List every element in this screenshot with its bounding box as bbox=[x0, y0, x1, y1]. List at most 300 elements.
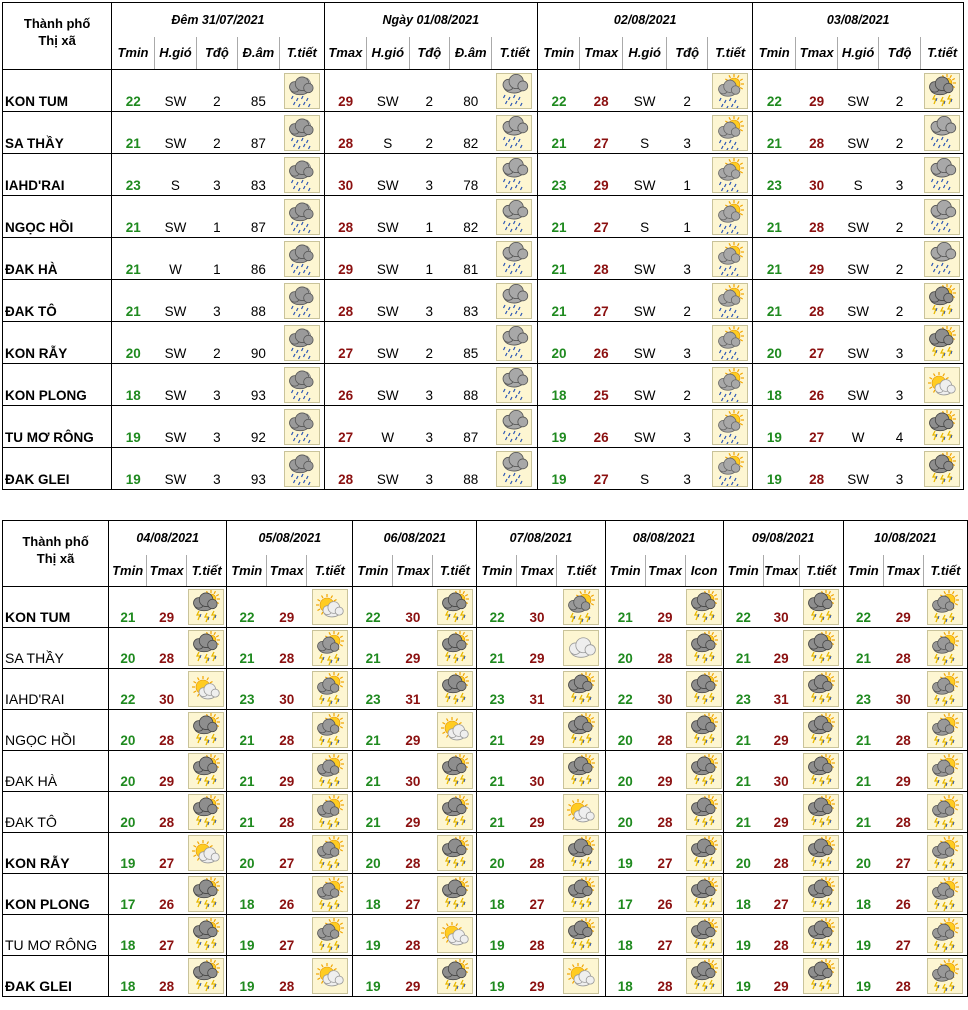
city-name: SA THẦY bbox=[3, 112, 112, 154]
weather-cell bbox=[433, 792, 477, 833]
cell: 30 bbox=[795, 154, 837, 196]
weather-night-cloud-rain-icon bbox=[284, 283, 320, 319]
weather-cell bbox=[557, 751, 605, 792]
cell: 18 bbox=[477, 874, 517, 915]
cell: 29 bbox=[517, 792, 557, 833]
cell: SW bbox=[154, 364, 196, 406]
cell: 28 bbox=[763, 915, 799, 956]
weather-storm-icon bbox=[924, 73, 960, 109]
cell: 31 bbox=[517, 669, 557, 710]
cell: 20 bbox=[537, 322, 579, 364]
weather-cell bbox=[187, 833, 227, 874]
cell: 30 bbox=[267, 669, 307, 710]
cell: S bbox=[622, 448, 667, 490]
cell: 18 bbox=[353, 874, 393, 915]
weather-cell bbox=[557, 833, 605, 874]
column-header: H.gió bbox=[367, 37, 409, 70]
cell: 21 bbox=[477, 751, 517, 792]
column-header: H.gió bbox=[154, 37, 196, 70]
cell: 18 bbox=[723, 874, 763, 915]
cell: 3 bbox=[667, 406, 707, 448]
cell: 2 bbox=[409, 70, 449, 112]
cell: 28 bbox=[267, 710, 307, 751]
weather-cell bbox=[280, 322, 325, 364]
table-row bbox=[3, 448, 964, 490]
cell: 3 bbox=[409, 364, 449, 406]
weather-storm-icon bbox=[188, 794, 224, 830]
cell: 27 bbox=[147, 833, 187, 874]
column-header: Tmin bbox=[843, 555, 883, 587]
weather-sun-cloud-icon bbox=[563, 794, 599, 830]
weather-storm-icon bbox=[686, 835, 722, 871]
weather-cell bbox=[280, 196, 325, 238]
cell: 26 bbox=[883, 874, 923, 915]
table-row bbox=[3, 710, 968, 751]
weather-night-cloud-rain-icon bbox=[284, 409, 320, 445]
weather-sun-cloud-icon bbox=[312, 958, 348, 994]
weather-storm-icon bbox=[437, 753, 473, 789]
column-header: Icon bbox=[685, 555, 723, 587]
cell: 18 bbox=[843, 874, 883, 915]
cell: 25 bbox=[580, 364, 622, 406]
cell: 1 bbox=[409, 196, 449, 238]
cell: 21 bbox=[723, 710, 763, 751]
cell: 21 bbox=[227, 792, 267, 833]
cell: SW bbox=[838, 112, 878, 154]
weather-cell bbox=[187, 669, 227, 710]
cell: 30 bbox=[147, 669, 187, 710]
weather-cloud-icon bbox=[563, 630, 599, 666]
weather-cell bbox=[187, 792, 227, 833]
weather-storm-icon bbox=[686, 794, 722, 830]
column-header: T.tiết bbox=[280, 37, 325, 70]
cell: 26 bbox=[580, 322, 622, 364]
cell: 21 bbox=[753, 196, 795, 238]
weather-cell bbox=[280, 70, 325, 112]
cell: 27 bbox=[580, 196, 622, 238]
cell: 3 bbox=[409, 154, 449, 196]
weather-cell bbox=[492, 322, 538, 364]
day-date: 09/08/2021 bbox=[723, 521, 843, 555]
weather-sun-storm-icon bbox=[312, 794, 348, 830]
weather-cell bbox=[685, 628, 723, 669]
cell: 19 bbox=[227, 956, 267, 997]
weather-storm-icon bbox=[437, 630, 473, 666]
weather-storm-icon bbox=[686, 958, 722, 994]
weather-storm-icon bbox=[686, 671, 722, 707]
cell: 3 bbox=[409, 448, 449, 490]
weather-cell bbox=[307, 628, 353, 669]
weather-cell bbox=[707, 406, 753, 448]
cell: 27 bbox=[580, 448, 622, 490]
cell: 2 bbox=[667, 70, 707, 112]
table-row bbox=[3, 406, 964, 448]
weather-cell bbox=[492, 448, 538, 490]
column-header: T.tiết bbox=[307, 555, 353, 587]
day-date: 04/08/2021 bbox=[109, 521, 227, 555]
weather-night-cloud-rain-icon bbox=[284, 241, 320, 277]
cell: 19 bbox=[227, 915, 267, 956]
column-header: Tmax bbox=[267, 555, 307, 587]
cell: 20 bbox=[477, 833, 517, 874]
cell: 26 bbox=[267, 874, 307, 915]
cell: SW bbox=[367, 238, 409, 280]
cell: 28 bbox=[517, 833, 557, 874]
cell: 2 bbox=[667, 364, 707, 406]
weather-cell bbox=[557, 628, 605, 669]
cell: SW bbox=[838, 238, 878, 280]
weather-cell bbox=[923, 792, 967, 833]
cell: SW bbox=[154, 112, 196, 154]
cell: 23 bbox=[353, 669, 393, 710]
table-row bbox=[3, 956, 968, 997]
weather-storm-icon bbox=[803, 712, 839, 748]
cell: 30 bbox=[393, 587, 433, 628]
cell: 28 bbox=[393, 915, 433, 956]
table-row bbox=[3, 587, 968, 628]
cell: 92 bbox=[237, 406, 279, 448]
cell: 29 bbox=[763, 792, 799, 833]
cell: 2 bbox=[878, 196, 920, 238]
cell: 85 bbox=[237, 70, 279, 112]
table-row bbox=[3, 792, 968, 833]
cell: 21 bbox=[227, 751, 267, 792]
cell: SW bbox=[622, 238, 667, 280]
cell: 27 bbox=[324, 322, 366, 364]
weather-sun-storm-icon bbox=[312, 835, 348, 871]
city-name: KON PLONG bbox=[3, 364, 112, 406]
column-header: H.gió bbox=[622, 37, 667, 70]
cell: 21 bbox=[112, 280, 154, 322]
column-header: T.tiết bbox=[187, 555, 227, 587]
cell: 29 bbox=[267, 751, 307, 792]
cell: 21 bbox=[843, 628, 883, 669]
cell: 1 bbox=[197, 238, 237, 280]
cell: 20 bbox=[605, 751, 645, 792]
column-header: Tđộ bbox=[878, 37, 920, 70]
cell: SW bbox=[154, 406, 196, 448]
weather-storm-icon bbox=[188, 876, 224, 912]
forecast-table-1 bbox=[2, 2, 964, 490]
cell: SW bbox=[838, 196, 878, 238]
weather-cell bbox=[707, 322, 753, 364]
cell: 3 bbox=[409, 280, 449, 322]
cell: 3 bbox=[667, 322, 707, 364]
cell: 21 bbox=[109, 587, 147, 628]
cell: 29 bbox=[763, 628, 799, 669]
cell: 29 bbox=[517, 628, 557, 669]
cell: 20 bbox=[109, 751, 147, 792]
column-header: Tmax bbox=[324, 37, 366, 70]
table-row bbox=[3, 112, 964, 154]
cell: 21 bbox=[353, 751, 393, 792]
column-header: Tmin bbox=[112, 37, 154, 70]
cell: 28 bbox=[883, 710, 923, 751]
cell: 28 bbox=[645, 710, 685, 751]
cell: 21 bbox=[605, 587, 645, 628]
table-row bbox=[3, 70, 964, 112]
weather-storm-icon bbox=[563, 753, 599, 789]
weather-storm-icon bbox=[686, 630, 722, 666]
column-header: Tmin bbox=[605, 555, 645, 587]
weather-cell bbox=[492, 364, 538, 406]
weather-sun-cloud-rain-icon bbox=[712, 115, 748, 151]
weather-night-cloud-rain-icon bbox=[284, 367, 320, 403]
weather-cell bbox=[433, 751, 477, 792]
weather-sun-storm-icon bbox=[312, 753, 348, 789]
weather-cell bbox=[557, 710, 605, 751]
cell: 21 bbox=[227, 628, 267, 669]
weather-cell bbox=[707, 154, 753, 196]
weather-night-cloud-rain-icon bbox=[284, 73, 320, 109]
weather-cell bbox=[307, 833, 353, 874]
weather-storm-icon bbox=[686, 917, 722, 953]
weather-cell bbox=[492, 280, 538, 322]
cell: S bbox=[367, 112, 409, 154]
weather-storm-icon bbox=[188, 917, 224, 953]
period-date: 03/08/2021 bbox=[753, 3, 964, 37]
cell: 29 bbox=[795, 238, 837, 280]
cell: 29 bbox=[645, 751, 685, 792]
weather-cell bbox=[707, 238, 753, 280]
cell: 19 bbox=[753, 448, 795, 490]
weather-cell bbox=[707, 364, 753, 406]
city-header bbox=[3, 521, 109, 587]
cell: 19 bbox=[605, 833, 645, 874]
cell: 2 bbox=[197, 322, 237, 364]
cell: 30 bbox=[393, 751, 433, 792]
cell: 26 bbox=[795, 364, 837, 406]
column-header: T.tiết bbox=[923, 555, 967, 587]
cell: 21 bbox=[477, 628, 517, 669]
cell: 29 bbox=[763, 956, 799, 997]
weather-sun-cloud-rain-icon bbox=[712, 157, 748, 193]
cell: 2 bbox=[409, 112, 449, 154]
city-name: ĐAK TÔ bbox=[3, 280, 112, 322]
weather-cell bbox=[433, 587, 477, 628]
weather-cell bbox=[799, 792, 843, 833]
period-date: Ngày 01/08/2021 bbox=[324, 3, 537, 37]
cell: 22 bbox=[477, 587, 517, 628]
column-header: Tmin bbox=[477, 555, 517, 587]
cell: 28 bbox=[795, 112, 837, 154]
forecast-table-2 bbox=[2, 520, 968, 997]
weather-storm-icon bbox=[437, 876, 473, 912]
weather-cell bbox=[433, 669, 477, 710]
weather-sun-storm-icon bbox=[927, 835, 963, 871]
city-name: KON PLONG bbox=[3, 874, 109, 915]
weather-cell bbox=[433, 956, 477, 997]
cell: 90 bbox=[237, 322, 279, 364]
weather-cell bbox=[799, 710, 843, 751]
cell: 88 bbox=[449, 364, 491, 406]
weather-storm-icon bbox=[188, 712, 224, 748]
cell: 88 bbox=[449, 448, 491, 490]
weather-storm-icon bbox=[188, 958, 224, 994]
column-header: Đ.âm bbox=[449, 37, 491, 70]
table-row bbox=[3, 751, 968, 792]
table-row bbox=[3, 833, 968, 874]
weather-storm-icon bbox=[803, 671, 839, 707]
cell: 30 bbox=[517, 587, 557, 628]
column-header: Tmax bbox=[883, 555, 923, 587]
cell: 23 bbox=[227, 669, 267, 710]
weather-sun-cloud-rain-icon bbox=[712, 73, 748, 109]
weather-cell bbox=[923, 628, 967, 669]
weather-night-cloud-rain-icon bbox=[284, 199, 320, 235]
cell: SW bbox=[154, 196, 196, 238]
weather-storm-icon bbox=[437, 589, 473, 625]
column-header: Tđộ bbox=[667, 37, 707, 70]
weather-storm-icon bbox=[188, 589, 224, 625]
weather-cell bbox=[923, 915, 967, 956]
cell: 21 bbox=[723, 792, 763, 833]
cell: 29 bbox=[763, 710, 799, 751]
weather-cloud-rain-icon bbox=[496, 409, 532, 445]
weather-cell bbox=[707, 280, 753, 322]
weather-storm-icon bbox=[563, 876, 599, 912]
cell: 83 bbox=[237, 154, 279, 196]
cell: 28 bbox=[795, 196, 837, 238]
weather-storm-icon bbox=[563, 917, 599, 953]
column-header: T.tiết bbox=[707, 37, 753, 70]
cell: 30 bbox=[763, 587, 799, 628]
weather-sun-storm-icon bbox=[312, 712, 348, 748]
weather-cell bbox=[799, 587, 843, 628]
weather-storm-icon bbox=[437, 958, 473, 994]
cell: 28 bbox=[883, 956, 923, 997]
cell: 3 bbox=[197, 154, 237, 196]
cell: 28 bbox=[645, 792, 685, 833]
cell: 82 bbox=[449, 196, 491, 238]
cell: 27 bbox=[883, 833, 923, 874]
cell: 28 bbox=[267, 628, 307, 669]
cell: 18 bbox=[109, 956, 147, 997]
cell: SW bbox=[622, 322, 667, 364]
cell: 28 bbox=[883, 628, 923, 669]
weather-cell bbox=[307, 710, 353, 751]
cell: 22 bbox=[353, 587, 393, 628]
cell: 28 bbox=[147, 792, 187, 833]
weather-cell bbox=[307, 956, 353, 997]
cell: 21 bbox=[112, 112, 154, 154]
weather-cell bbox=[557, 874, 605, 915]
weather-cell bbox=[799, 628, 843, 669]
column-header: Tmin bbox=[723, 555, 763, 587]
weather-cell bbox=[280, 112, 325, 154]
column-header: Tmax bbox=[580, 37, 622, 70]
weather-cell bbox=[799, 956, 843, 997]
cell: 21 bbox=[753, 238, 795, 280]
city-title: Thành phố bbox=[23, 16, 91, 31]
column-header: Tmax bbox=[795, 37, 837, 70]
weather-cell bbox=[307, 792, 353, 833]
weather-night-cloud-rain-icon bbox=[284, 325, 320, 361]
cell: 83 bbox=[449, 280, 491, 322]
cell: 28 bbox=[267, 956, 307, 997]
weather-cell bbox=[799, 874, 843, 915]
cell: 22 bbox=[843, 587, 883, 628]
cell: 19 bbox=[537, 406, 579, 448]
weather-sun-cloud-rain-icon bbox=[712, 325, 748, 361]
weather-cell bbox=[280, 406, 325, 448]
weather-sun-cloud-rain-icon bbox=[712, 199, 748, 235]
weather-cell bbox=[685, 956, 723, 997]
weather-cell bbox=[685, 751, 723, 792]
cell: 22 bbox=[723, 587, 763, 628]
column-header: Tmin bbox=[753, 37, 795, 70]
cell: 27 bbox=[580, 112, 622, 154]
cell: 26 bbox=[580, 406, 622, 448]
cell: SW bbox=[838, 280, 878, 322]
weather-cell bbox=[280, 154, 325, 196]
city-name: NGỌC HỒI bbox=[3, 710, 109, 751]
weather-cell bbox=[307, 669, 353, 710]
weather-cell bbox=[923, 587, 967, 628]
cell: 27 bbox=[517, 874, 557, 915]
cell: 21 bbox=[112, 238, 154, 280]
weather-cell bbox=[187, 587, 227, 628]
weather-cell bbox=[685, 587, 723, 628]
cell: 29 bbox=[267, 587, 307, 628]
cell: SW bbox=[622, 406, 667, 448]
weather-storm-icon bbox=[803, 630, 839, 666]
weather-storm-icon bbox=[563, 835, 599, 871]
weather-cell bbox=[492, 154, 538, 196]
cell: 20 bbox=[605, 792, 645, 833]
table-row bbox=[3, 238, 964, 280]
cell: 80 bbox=[449, 70, 491, 112]
column-header: Tđộ bbox=[409, 37, 449, 70]
column-header: Tmax bbox=[645, 555, 685, 587]
cell: 27 bbox=[795, 406, 837, 448]
cell: 20 bbox=[605, 710, 645, 751]
city-name: TU MƠ RÔNG bbox=[3, 915, 109, 956]
weather-cell bbox=[707, 70, 753, 112]
cell: 19 bbox=[477, 956, 517, 997]
cell: 1 bbox=[667, 196, 707, 238]
weather-storm-icon bbox=[437, 835, 473, 871]
cell: 18 bbox=[112, 364, 154, 406]
cell: 87 bbox=[449, 406, 491, 448]
weather-sun-storm-icon bbox=[312, 630, 348, 666]
weather-sun-storm-icon bbox=[927, 630, 963, 666]
cell: 18 bbox=[537, 364, 579, 406]
weather-storm-icon bbox=[803, 794, 839, 830]
cell: 19 bbox=[109, 833, 147, 874]
cell: 3 bbox=[197, 364, 237, 406]
cell: 2 bbox=[878, 70, 920, 112]
column-header: Tđộ bbox=[197, 37, 237, 70]
cell: 21 bbox=[843, 751, 883, 792]
weather-cell bbox=[923, 874, 967, 915]
cell: 31 bbox=[763, 669, 799, 710]
weather-sun-storm-icon bbox=[927, 671, 963, 707]
weather-cell bbox=[280, 448, 325, 490]
city-name: ĐAK GLEI bbox=[3, 448, 112, 490]
weather-cell bbox=[433, 833, 477, 874]
cell: 27 bbox=[795, 322, 837, 364]
column-header: H.gió bbox=[838, 37, 878, 70]
weather-storm-icon bbox=[924, 451, 960, 487]
cell: 29 bbox=[517, 956, 557, 997]
cell: W bbox=[154, 238, 196, 280]
cell: 2 bbox=[409, 322, 449, 364]
cell: 1 bbox=[409, 238, 449, 280]
column-header: Tmax bbox=[517, 555, 557, 587]
cell: 28 bbox=[147, 956, 187, 997]
weather-sun-storm-icon bbox=[927, 753, 963, 789]
